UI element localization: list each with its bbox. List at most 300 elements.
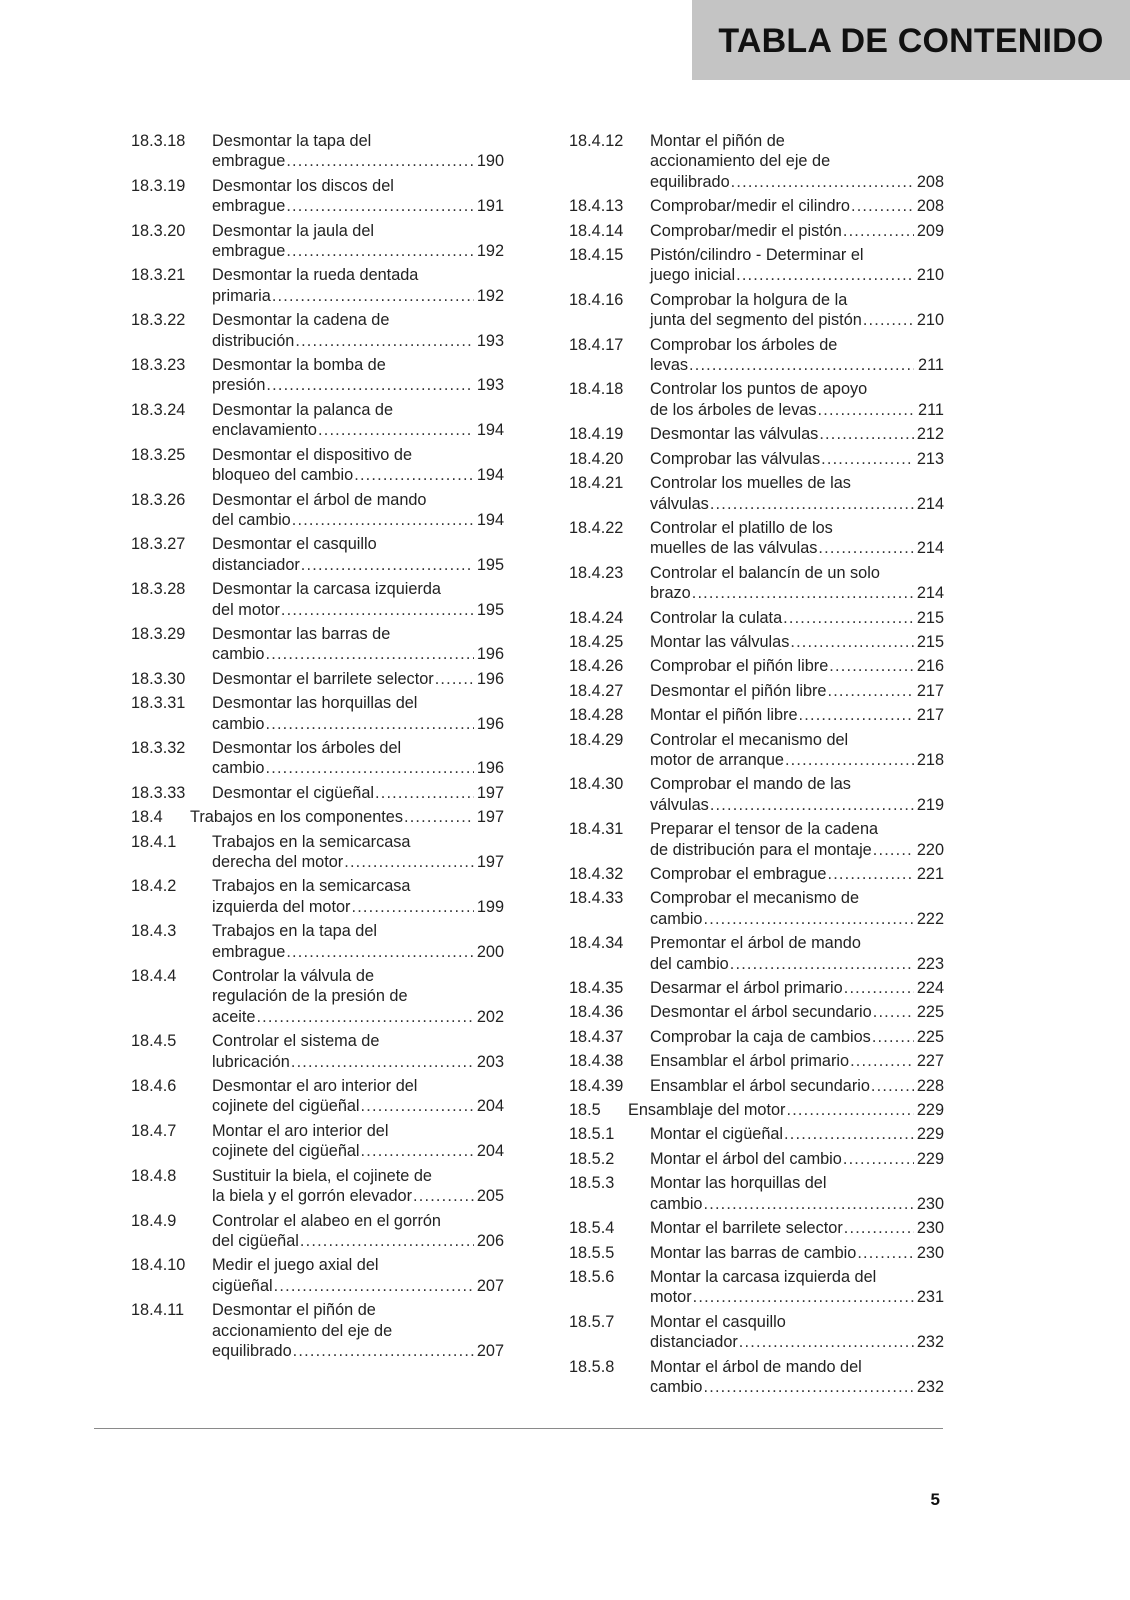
toc-entry-page: 210: [916, 311, 944, 330]
toc-entry-page: 195: [476, 555, 504, 574]
toc-dot-leader: [704, 1194, 914, 1214]
toc-entry-title-line: Trabajos en la tapa del: [212, 922, 378, 941]
toc-entry-title-line: levas: [650, 356, 689, 375]
toc-entry-title-line: junta del segmento del pistón: [650, 311, 862, 330]
toc-entry-number: 18.4.8: [131, 1166, 177, 1185]
toc-entry-number: 18.5.6: [569, 1267, 615, 1286]
toc-entry-page: 209: [916, 221, 944, 240]
toc-entry-title-line: motor de arranque: [650, 750, 784, 769]
toc-entry-title-line: Desarmar el árbol primario: [650, 979, 843, 998]
toc-entry-title-line: Comprobar las válvulas: [650, 449, 821, 468]
toc-entry[interactable]: [569, 632, 944, 652]
toc-entry-title-line: Ensamblar el árbol primario: [650, 1052, 850, 1071]
toc-entry[interactable]: [131, 807, 504, 827]
toc-entry-number: 18.4.3: [131, 922, 177, 941]
toc-entry-page: 194: [476, 421, 504, 440]
toc-entry[interactable]: [131, 265, 504, 306]
toc-entry-number: 18.3.18: [131, 132, 186, 150]
toc-entry[interactable]: [131, 310, 504, 351]
toc-entry[interactable]: [131, 490, 504, 531]
toc-entry-page: 216: [916, 657, 944, 676]
toc-entry-number: 18.3.29: [131, 624, 186, 643]
toc-entry-title-line: Comprobar/medir el cilindro: [650, 197, 850, 216]
toc-entry-number: 18.4.29: [569, 730, 624, 749]
toc-entry-number: 18.4.36: [569, 1003, 624, 1022]
toc-dot-leader: [818, 538, 913, 558]
toc-entry-page: 228: [916, 1076, 944, 1095]
toc-entry-title-line: Montar el árbol de mando del: [650, 1357, 862, 1376]
toc-entry[interactable]: [131, 1166, 504, 1207]
toc-entry-page: 196: [476, 669, 504, 688]
toc-entry[interactable]: [569, 131, 944, 192]
toc-entry-title-line: de distribución para el montaje: [650, 840, 872, 859]
toc-entry-number: 18.4: [131, 808, 163, 827]
toc-entry-title-line: Controlar el mecanismo del: [650, 730, 849, 749]
toc-entry-page: 194: [476, 466, 504, 485]
toc-entry-number: 18.4.12: [569, 132, 624, 150]
toc-entry-title-line: Ensamblaje del motor: [628, 1101, 786, 1120]
header-banner: [692, 0, 1130, 80]
toc-entry-title-line: Premontar el árbol de mando: [650, 934, 861, 953]
toc-entry-page: 217: [916, 706, 944, 725]
toc-entry[interactable]: [569, 608, 944, 628]
toc-column-left: [131, 131, 504, 1365]
toc-dot-leader: [266, 714, 474, 734]
toc-dot-leader: [344, 852, 474, 872]
toc-entry-title-line: de los árboles de levas: [650, 400, 817, 419]
toc-entry-title-line: Comprobar el embrague: [650, 865, 827, 883]
toc-dot-leader: [871, 1076, 914, 1096]
toc-entry[interactable]: [131, 534, 504, 575]
toc-entry-page: 230: [916, 1194, 944, 1213]
toc-entry[interactable]: [569, 449, 944, 469]
toc-entry-page: 197: [476, 853, 504, 871]
toc-entry-title-line: equilibrado: [650, 172, 730, 191]
toc-dot-leader: [274, 1276, 474, 1296]
toc-entry-page: 227: [916, 1052, 944, 1071]
toc-entry[interactable]: [131, 1211, 504, 1252]
toc-entry-number: 18.4.14: [569, 221, 624, 240]
toc-entry-title-line: Montar el árbol del cambio: [650, 1149, 842, 1168]
toc-entry-number: 18.3.32: [131, 738, 186, 757]
toc-entry[interactable]: [569, 1173, 944, 1214]
toc-entry[interactable]: [131, 1031, 504, 1072]
toc-dot-leader: [266, 758, 474, 778]
toc-entry-title-line: Preparar el tensor de la cadena: [650, 820, 879, 839]
toc-entry[interactable]: [131, 1255, 504, 1296]
toc-entry-page: 191: [476, 197, 504, 216]
toc-entry-page: 204: [476, 1142, 504, 1161]
toc-entry-title-line: cambio: [650, 1194, 703, 1213]
toc-entry-title-line: Controlar la culata: [650, 608, 783, 627]
toc-dot-leader: [361, 1096, 474, 1116]
toc-entry-number: 18.4.16: [569, 290, 624, 309]
toc-dot-leader: [785, 750, 914, 770]
toc-entry-title-line: juego inicial: [650, 266, 736, 285]
toc-entry-title-line: enclavamiento: [212, 421, 317, 440]
toc-entry-page: 211: [918, 400, 944, 419]
toc-entry-title-line: distanciador: [212, 555, 300, 574]
toc-dot-leader: [272, 286, 474, 306]
toc-entry-title-line: Montar el cigüeñal: [650, 1125, 784, 1144]
toc-entry-number: 18.4.38: [569, 1052, 624, 1071]
toc-entry-title-line: Trabajos en la semicarcasa: [212, 832, 411, 851]
toc-entry-title-line: Trabajos en los componentes: [190, 808, 403, 827]
toc-entry-title-line: accionamiento del eje de: [212, 1321, 393, 1340]
toc-entry-title-line: Comprobar el mecanismo de: [650, 889, 860, 908]
toc-entry-number: 18.4.15: [569, 246, 624, 265]
toc-entry-title-line: distribución: [212, 331, 295, 350]
toc-entry-page: 211: [918, 356, 944, 375]
toc-entry-page: 222: [916, 909, 944, 928]
toc-entry[interactable]: [569, 705, 944, 725]
toc-entry-title-line: Desmontar la rueda dentada: [212, 266, 419, 285]
toc-entry-page: 215: [916, 632, 944, 651]
toc-dot-leader: [873, 1002, 914, 1022]
toc-entry-page: 204: [476, 1097, 504, 1116]
toc-dot-leader: [827, 864, 913, 884]
toc-entry[interactable]: [131, 1300, 504, 1361]
toc-entry[interactable]: [131, 579, 504, 620]
toc-dot-leader: [790, 632, 913, 652]
toc-entry-title-line: embrague: [212, 942, 286, 961]
toc-entry[interactable]: [569, 978, 944, 998]
toc-entry-title-line: distanciador: [650, 1333, 738, 1352]
toc-entry-page: 232: [916, 1333, 944, 1352]
toc-entry-title-line: Desmontar el dispositivo de: [212, 445, 412, 464]
toc-dot-leader: [829, 656, 914, 676]
toc-entry[interactable]: [131, 355, 504, 396]
page-number: 5: [930, 1490, 940, 1509]
toc-dot-leader: [375, 783, 474, 803]
toc-entry-title-line: Montar las barras de cambio: [650, 1243, 857, 1262]
toc-entry-title-line: del motor: [212, 600, 280, 619]
toc-entry[interactable]: [131, 624, 504, 665]
toc-entry-number: 18.4.22: [569, 518, 624, 537]
toc-entry-title-line: presión: [212, 376, 266, 395]
toc-dot-leader: [710, 494, 914, 514]
toc-entry-title-line: Montar el piñón libre: [650, 706, 798, 725]
toc-entry[interactable]: [131, 1076, 504, 1117]
footer-divider: [94, 1428, 943, 1429]
toc-entry-title-line: Controlar el balancín de un solo: [650, 563, 880, 582]
toc-dot-leader: [351, 897, 473, 917]
toc-entry-number: 18.5.8: [569, 1357, 615, 1376]
toc-entry-number: 18.4.20: [569, 449, 624, 468]
toc-entry-page: 199: [476, 897, 504, 916]
toc-dot-leader: [404, 807, 474, 827]
toc-dot-leader: [286, 196, 474, 216]
toc-entry-title-line: motor: [650, 1288, 692, 1307]
toc-entry-title-line: Comprobar/medir el pistón: [650, 221, 842, 240]
toc-entry-page: 208: [916, 172, 944, 191]
toc-dot-leader: [873, 840, 914, 860]
toc-entry-page: 196: [476, 645, 504, 664]
toc-entry-page: 232: [916, 1377, 944, 1396]
toc-entry[interactable]: [569, 290, 944, 331]
toc-dot-leader: [736, 265, 914, 285]
toc-entry[interactable]: [569, 1149, 944, 1169]
toc-entry-number: 18.4.30: [569, 775, 624, 794]
toc-entry[interactable]: [569, 1218, 944, 1238]
toc-entry-number: 18.4.24: [569, 608, 624, 627]
toc-entry-page: 218: [916, 750, 944, 769]
toc-entry[interactable]: [569, 221, 944, 241]
toc-entry-number: 18.5.7: [569, 1312, 615, 1331]
toc-entry[interactable]: [569, 730, 944, 771]
toc-entry-page: 207: [476, 1276, 504, 1295]
toc-entry[interactable]: [569, 1051, 944, 1071]
toc-entry[interactable]: [569, 1100, 944, 1120]
toc-entry-title-line: del cigüeñal: [212, 1231, 299, 1250]
toc-entry[interactable]: [569, 1267, 944, 1308]
toc-dot-leader: [704, 1377, 914, 1397]
toc-entry-title-line: cambio: [650, 1377, 703, 1396]
toc-dot-leader: [786, 1100, 913, 1120]
toc-entry-page: 195: [476, 600, 504, 619]
toc-entry-page: 229: [916, 1125, 944, 1144]
toc-entry-number: 18.4.5: [131, 1032, 177, 1051]
toc-entry-title-line: izquierda del motor: [212, 897, 351, 916]
toc-entry-page: 214: [916, 539, 944, 558]
toc-entry-page: 219: [916, 795, 944, 814]
toc-entry[interactable]: [569, 563, 944, 604]
toc-entry-title-line: Controlar la válvula de: [212, 967, 374, 986]
toc-entry-page: 194: [476, 510, 504, 529]
toc-entry[interactable]: [569, 1076, 944, 1096]
toc-entry[interactable]: [131, 832, 504, 873]
toc-entry[interactable]: [569, 196, 944, 216]
toc-dot-leader: [872, 1027, 914, 1047]
toc-dot-leader: [291, 1052, 474, 1072]
toc-entry[interactable]: [131, 1121, 504, 1162]
toc-dot-leader: [292, 510, 474, 530]
toc-entry[interactable]: [131, 669, 504, 689]
toc-entry-page: 221: [916, 865, 944, 883]
toc-entry[interactable]: [569, 518, 944, 559]
toc-entry[interactable]: [131, 176, 504, 217]
toc-dot-leader: [354, 465, 474, 485]
toc-entry-number: 18.5.5: [569, 1243, 615, 1262]
toc-dot-leader: [821, 449, 914, 469]
toc-entry[interactable]: [131, 921, 504, 962]
toc-entry-title-line: Comprobar los árboles de: [650, 335, 838, 354]
toc-entry-title-line: Controlar los muelles de las: [650, 474, 851, 493]
toc-entry-title-line: equilibrado: [212, 1341, 292, 1360]
toc-entry-number: 18.3.27: [131, 535, 186, 554]
toc-entry-title-line: válvulas: [650, 795, 709, 814]
toc-entry-title-line: Controlar los puntos de apoyo: [650, 380, 868, 399]
toc-entry[interactable]: [131, 445, 504, 486]
toc-dot-leader: [710, 795, 914, 815]
toc-entry-number: 18.4.4: [131, 967, 177, 986]
toc-entry-number: 18.4.33: [569, 889, 624, 908]
toc-entry[interactable]: [569, 681, 944, 701]
toc-dot-leader: [731, 172, 914, 192]
toc-entry-title-line: Desmontar el cigüeñal: [212, 783, 374, 802]
toc-entry-title-line: cambio: [650, 909, 703, 928]
toc-entry-title-line: Montar el barrilete selector: [650, 1219, 843, 1238]
toc-entry-page: 223: [916, 954, 944, 973]
toc-entry[interactable]: [569, 1312, 944, 1353]
toc-entry[interactable]: [569, 1027, 944, 1047]
toc-entry[interactable]: [569, 245, 944, 286]
toc-entry-title-line: cojinete del cigüeñal: [212, 1142, 360, 1161]
toc-entry-title-line: Sustituir la biela, el cojinete de: [212, 1166, 432, 1185]
toc-dot-leader: [739, 1332, 914, 1352]
toc-entry-page: 192: [476, 286, 504, 305]
toc-entry-page: 193: [476, 331, 504, 350]
toc-entry-title-line: cigüeñal: [212, 1276, 273, 1295]
toc-dot-leader: [857, 1243, 914, 1263]
toc-dot-leader: [295, 331, 473, 351]
toc-dot-leader: [850, 1051, 914, 1071]
toc-dot-leader: [819, 424, 914, 444]
toc-entry-number: 18.4.27: [569, 681, 624, 700]
toc-entry-title-line: Montar las horquillas del: [650, 1174, 827, 1193]
toc-entry-title-line: Ensamblar el árbol secundario: [650, 1076, 870, 1095]
page-title: TABLA DE CONTENIDO: [718, 22, 1104, 60]
toc-dot-leader: [301, 555, 474, 575]
toc-entry-number: 18.3.28: [131, 580, 186, 599]
toc-entry-title-line: embrague: [212, 197, 286, 216]
toc-dot-leader: [266, 375, 473, 395]
toc-entry[interactable]: [569, 888, 944, 929]
toc-entry-title-line: brazo: [650, 584, 691, 603]
toc-entry[interactable]: [131, 400, 504, 441]
toc-entry-number: 18.3.24: [131, 400, 186, 419]
toc-entry[interactable]: [569, 774, 944, 815]
toc-entry[interactable]: [131, 221, 504, 262]
toc-entry-title-line: Comprobar la holgura de la: [650, 290, 848, 309]
toc-entry-number: 18.4.10: [131, 1256, 186, 1275]
toc-entry-number: 18.3.19: [131, 176, 186, 195]
toc-entry-title-line: embrague: [212, 152, 286, 171]
toc-entry-title-line: Desmontar el casquillo: [212, 535, 377, 554]
toc-entry-number: 18.3.33: [131, 783, 186, 802]
toc-dot-leader: [293, 1341, 474, 1361]
toc-entry-title-line: Trabajos en la semicarcasa: [212, 877, 411, 896]
toc-entry-title-line: lubricación: [212, 1052, 290, 1071]
toc-entry-number: 18.5.3: [569, 1174, 615, 1193]
toc-entry[interactable]: [569, 473, 944, 514]
toc-entry-number: 18.3.21: [131, 266, 186, 285]
toc-entry-number: 18.4.6: [131, 1077, 177, 1096]
toc-entry-page: 230: [916, 1219, 944, 1238]
toc-entry-page: 212: [916, 425, 944, 444]
toc-entry-title-line: del cambio: [650, 954, 729, 973]
toc-entry-title-line: Desmontar la jaula del: [212, 221, 374, 240]
toc-entry-page: 229: [916, 1149, 944, 1168]
toc-dot-leader: [413, 1186, 474, 1206]
toc-entry-page: 230: [916, 1243, 944, 1262]
toc-entry-number: 18.3.30: [131, 669, 186, 688]
toc-entry-number: 18.4.32: [569, 865, 624, 883]
toc-dot-leader: [783, 608, 914, 628]
toc-dot-leader: [435, 669, 474, 689]
toc-dot-leader: [286, 151, 474, 171]
toc-entry-page: 224: [916, 979, 944, 998]
toc-entry[interactable]: [569, 1002, 944, 1022]
toc-entry-page: 192: [476, 242, 504, 261]
toc-entry-title-line: Desmontar el aro interior del: [212, 1077, 418, 1096]
toc-entry[interactable]: [131, 783, 504, 803]
toc-entry-page: 207: [476, 1341, 504, 1360]
toc-dot-leader: [799, 705, 914, 725]
toc-entry[interactable]: [569, 1357, 944, 1398]
toc-entry[interactable]: [131, 738, 504, 779]
toc-entry-title-line: del cambio: [212, 510, 291, 529]
toc-entry-title-line: Medir el juego axial del: [212, 1256, 379, 1275]
toc-dot-leader: [286, 241, 474, 261]
toc-dot-leader: [851, 196, 914, 216]
toc-entry-number: 18.4.9: [131, 1211, 177, 1230]
toc-entry[interactable]: [569, 1243, 944, 1263]
toc-dot-leader: [863, 310, 914, 330]
toc-entry-title-line: Montar el piñón de: [650, 132, 785, 150]
toc-entry-number: 18.4.21: [569, 474, 624, 493]
toc-entry[interactable]: [569, 1124, 944, 1144]
toc-entry-page: 208: [916, 197, 944, 216]
toc-entry-number: 18.4.19: [569, 425, 624, 444]
toc-entry[interactable]: [131, 131, 504, 172]
toc-entry[interactable]: [569, 933, 944, 974]
toc-entry[interactable]: [569, 379, 944, 420]
toc-entry-title-line: Montar el aro interior del: [212, 1121, 389, 1140]
toc-entry-title-line: cambio: [212, 759, 265, 778]
toc-entry-title-line: Desmontar el piñón de: [212, 1301, 376, 1320]
toc-entry[interactable]: [131, 966, 504, 1027]
toc-entry-title-line: Montar las válvulas: [650, 632, 790, 651]
toc-entry-number: 18.4.39: [569, 1076, 624, 1095]
toc-entry[interactable]: [569, 335, 944, 376]
toc-entry-number: 18.4.28: [569, 706, 624, 725]
toc-dot-leader: [286, 942, 474, 962]
toc-entry[interactable]: [569, 819, 944, 860]
toc-entry-page: 215: [916, 608, 944, 627]
toc-entry-title-line: accionamiento del eje de: [650, 152, 831, 171]
toc-entry-title-line: Montar el casquillo: [650, 1312, 786, 1331]
toc-entry-title-line: Desmontar los discos del: [212, 176, 394, 195]
toc-entry-title-line: Desmontar la palanca de: [212, 400, 394, 419]
toc-entry-title-line: Desmontar las horquillas del: [212, 694, 418, 713]
toc-entry-title-line: cambio: [212, 645, 265, 664]
toc-entry-number: 18.4.17: [569, 335, 624, 354]
toc-entry[interactable]: [569, 864, 944, 884]
toc-entry-title-line: Desmontar las barras de: [212, 624, 391, 643]
toc-dot-leader: [256, 1007, 473, 1027]
toc-entry-page: 196: [476, 714, 504, 733]
toc-entry-page: 225: [916, 1027, 944, 1046]
toc-entry-number: 18.3.23: [131, 356, 186, 375]
toc-entry-number: 18.4.25: [569, 632, 624, 651]
toc-entry[interactable]: [131, 693, 504, 734]
toc-entry-title-line: embrague: [212, 242, 286, 261]
toc-dot-leader: [266, 644, 474, 664]
toc-entry[interactable]: [569, 424, 944, 444]
toc-dot-leader: [281, 600, 474, 620]
toc-dot-leader: [844, 978, 914, 998]
toc-entry-number: 18.3.22: [131, 311, 186, 330]
toc-dot-leader: [784, 1124, 914, 1144]
toc-entry[interactable]: [569, 656, 944, 676]
toc-entry-number: 18.4.31: [569, 820, 624, 839]
toc-entry-number: 18.4.35: [569, 979, 624, 998]
toc-dot-leader: [693, 1287, 914, 1307]
toc-entry-number: 18.4.26: [569, 657, 624, 676]
toc-entry-page: 217: [916, 681, 944, 700]
toc-entry[interactable]: [131, 876, 504, 917]
